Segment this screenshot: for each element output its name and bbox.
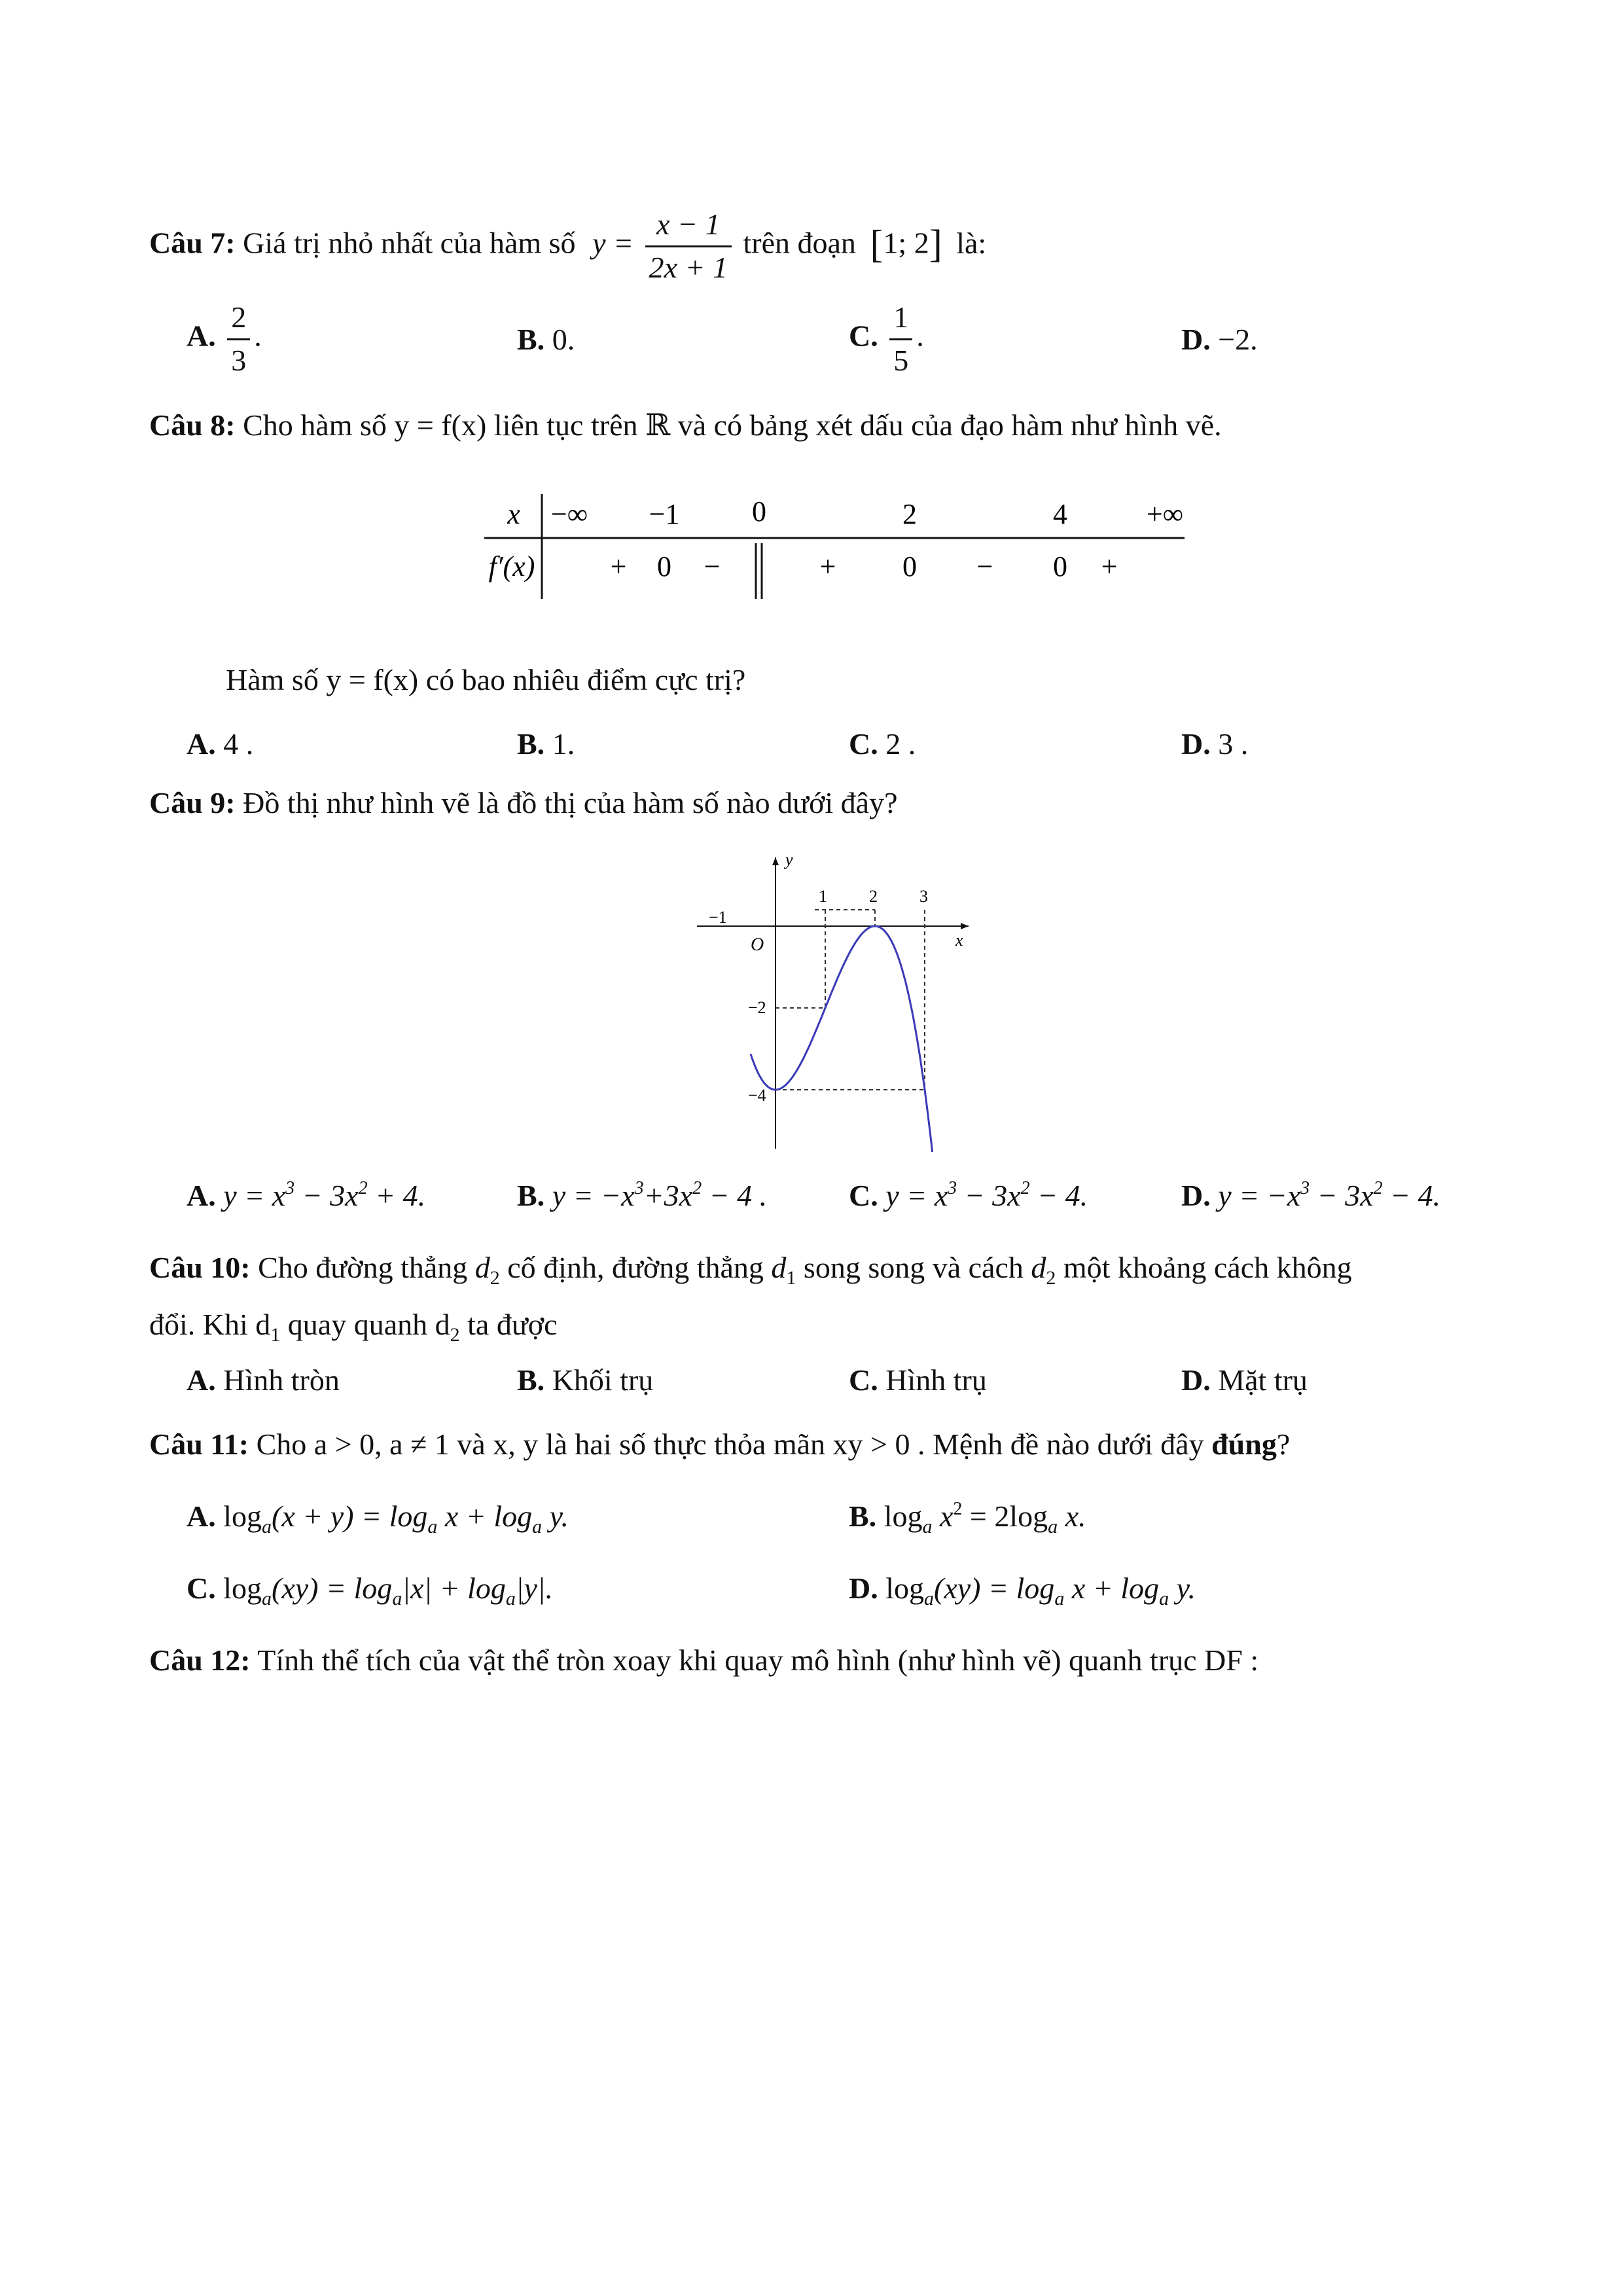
q9-option-b-pre: y = −x [552, 1179, 635, 1212]
table-x-5: +∞ [1146, 498, 1184, 530]
q12-label: Câu 12: [149, 1643, 251, 1677]
q9-option-c[interactable] [849, 1178, 1088, 1213]
q10-option-b-key: B. [517, 1363, 545, 1397]
q10-d1-sub: 1 [786, 1267, 796, 1289]
table-x-2: 0 [752, 495, 766, 528]
q11-a-part3: y. [542, 1499, 569, 1533]
q11-bold-word: đúng [1211, 1427, 1277, 1461]
q8-stem [149, 407, 1222, 442]
q9-option-a-key: A. [187, 1179, 216, 1212]
q10-line2-sub1: 1 [270, 1324, 281, 1346]
q7-text-end: là: [956, 226, 987, 260]
q11-c-part3: |y|. [515, 1571, 554, 1605]
q11-b-log1: log [883, 1499, 923, 1533]
q11-option-c[interactable] [187, 1571, 553, 1610]
y-axis-label: y [785, 850, 793, 869]
q9-option-c-sup1: 3 [948, 1178, 957, 1198]
q10-option-d-key: D. [1181, 1363, 1211, 1397]
q10-d2b-sub: 2 [1046, 1267, 1056, 1289]
q12-text: Tính thể tích của vật thể tròn xoay khi quay mô hình (như hình vẽ) quanh trục DF : [257, 1643, 1259, 1677]
cubic-curve [751, 926, 957, 1152]
q11-option-a-key: A. [187, 1499, 216, 1533]
q7-option-d[interactable] [1181, 322, 1258, 357]
table-sign-4: 0 [902, 550, 917, 583]
q11-label: Câu 11: [149, 1427, 249, 1461]
q10-option-a[interactable] [187, 1363, 340, 1397]
q8-label: Câu 8: [149, 408, 236, 442]
table-sign-0: + [610, 550, 627, 583]
q10-label: Câu 10: [149, 1251, 251, 1284]
q9-option-d-sup1: 3 [1300, 1178, 1310, 1198]
q7-option-c[interactable] [849, 301, 924, 377]
q8-question: Hàm số y = f(x) có bao nhiêu điểm cực trị? [226, 663, 746, 696]
q7-option-c-den: 5 [893, 343, 909, 377]
q10-line2-b: quay quanh d [280, 1308, 450, 1341]
q10-text-2: cố định, đường thẳng [499, 1251, 772, 1284]
q10-line2-sub2: 2 [450, 1324, 460, 1346]
q7-option-a-dot: . [254, 319, 262, 353]
q10-text-4: một khoảng cách không [1056, 1251, 1352, 1284]
q9-option-c-key: C. [849, 1179, 878, 1212]
q9-option-a-mid: − 3x [294, 1179, 359, 1212]
q9-option-b[interactable] [517, 1178, 767, 1213]
q11-b-part1: x [932, 1499, 954, 1533]
q11-c-base1: a [262, 1588, 272, 1609]
q9-option-a-sup2: 2 [358, 1178, 368, 1198]
q11-d-part3: y. [1169, 1571, 1196, 1605]
q11-c-part1: (xy) = log [272, 1571, 393, 1605]
q10-option-b-text: Khối trụ [552, 1363, 654, 1397]
dashed-guides [776, 910, 925, 1090]
q10-line2-a: đổi. Khi d [149, 1308, 271, 1341]
table-x-0: −∞ [550, 498, 588, 530]
q7-frac-num: x − 1 [645, 208, 732, 247]
q9-option-c-post: − 4. [1029, 1179, 1088, 1212]
y-axis-arrow-icon [772, 857, 779, 865]
q8-option-d-key: D. [1181, 727, 1211, 761]
q8-option-a-text: 4 . [223, 727, 254, 761]
q8-option-d[interactable] [1181, 726, 1248, 761]
q7-option-b-text: 0. [552, 323, 575, 356]
q11-a-part1: (x + y) = log [272, 1499, 428, 1533]
q8-option-a[interactable] [187, 726, 253, 761]
q7-option-a-num: 2 [227, 301, 250, 340]
x-axis-arrow-icon [961, 923, 969, 929]
q11-d-base3: a [1159, 1588, 1169, 1609]
q9-graph [690, 844, 978, 1152]
q11-c-base2: a [392, 1588, 402, 1609]
q9-text: Đồ thị như hình vẽ là đồ thị của hàm số nào dưới đây? [243, 786, 898, 819]
q9-option-b-mid: +3x [643, 1179, 693, 1212]
q10-option-b[interactable] [517, 1363, 653, 1397]
tick-x-2: 2 [869, 887, 878, 906]
q9-option-d-sup2: 2 [1373, 1178, 1383, 1198]
q7-option-a-key: A. [187, 319, 216, 353]
q7-option-c-key: C. [849, 319, 878, 353]
q7-frac-den: 2x + 1 [649, 250, 728, 284]
q8-text: Cho hàm số y = f(x) liên tục trên ℝ và có bảng xét dấu của đạo hàm như hình vẽ. [243, 408, 1222, 442]
q8-option-a-key: A. [187, 727, 216, 761]
q9-option-d[interactable] [1181, 1178, 1440, 1213]
table-sign-3: + [819, 550, 836, 583]
q11-option-a[interactable] [187, 1499, 569, 1538]
q10-stem-line1 [149, 1250, 1352, 1289]
q8-option-c-text: 2 . [885, 727, 916, 761]
origin-label: O [751, 935, 764, 955]
q7-option-a-den: 3 [231, 343, 247, 377]
table-x-1: −1 [649, 498, 680, 530]
tick-x-minus1: −1 [709, 908, 727, 927]
q10-d1: d [771, 1251, 787, 1284]
table-head-x: x [507, 498, 520, 530]
q7-text-mid: trên đoạn [743, 226, 856, 260]
q11-d-part2: x + log [1064, 1571, 1160, 1605]
q7-interval: 1; 2 [883, 226, 929, 260]
q8-option-b-key: B. [517, 727, 545, 761]
q9-option-d-post: − 4. [1382, 1179, 1441, 1212]
q7-option-c-dot: . [916, 319, 924, 353]
q9-option-b-sup1: 3 [634, 1178, 644, 1198]
q7-text: Giá trị nhỏ nhất của hàm số [243, 226, 576, 260]
tick-x-1: 1 [819, 887, 827, 906]
q8-option-c[interactable] [849, 726, 916, 761]
q11-c-part2: |x| + log [402, 1571, 506, 1605]
q11-b-sup: 2 [953, 1499, 963, 1519]
q9-option-a[interactable] [187, 1178, 425, 1213]
q9-graph-svg [690, 844, 978, 1152]
q11-b-part3: x. [1058, 1499, 1086, 1533]
q10-d2: d [474, 1251, 490, 1284]
tick-y-minus2: −2 [748, 998, 766, 1017]
table-x-4: 4 [1053, 498, 1067, 530]
q9-option-b-key: B. [517, 1179, 545, 1212]
q10-option-c[interactable] [849, 1363, 987, 1397]
q11-c-base3: a [505, 1588, 516, 1609]
q10-option-d[interactable] [1181, 1363, 1308, 1397]
q11-text-1: Cho a > 0, a ≠ 1 và x, y là hai số thực thỏa mãn xy > 0 . Mệnh đề nào dưới đây [256, 1427, 1212, 1461]
table-sign-1: 0 [657, 550, 671, 583]
q11-a-base2: a [427, 1516, 438, 1537]
q11-text-2: ? [1276, 1427, 1291, 1461]
q10-option-a-key: A. [187, 1363, 216, 1397]
q7-option-c-fraction [889, 301, 912, 377]
q7-option-a-fraction [227, 301, 250, 377]
q9-option-b-post: − 4 . [702, 1179, 768, 1212]
q11-a-base3: a [532, 1516, 543, 1537]
q10-text-1: Cho đường thẳng [258, 1251, 475, 1284]
q11-a-part2: x + log [437, 1499, 533, 1533]
q11-b-base2: a [1048, 1516, 1058, 1537]
sign-table [478, 484, 1198, 609]
q11-option-d[interactable] [849, 1571, 1196, 1610]
q11-a-log1: log [223, 1499, 262, 1533]
q8-option-d-text: 3 . [1218, 727, 1249, 761]
q11-b-part2: = 2log [962, 1499, 1048, 1533]
q10-option-a-text: Hình tròn [223, 1363, 340, 1397]
q10-d2b: d [1031, 1251, 1046, 1284]
q7-fraction [645, 208, 732, 284]
table-sign-2: − [704, 550, 721, 583]
q9-option-c-sup2: 2 [1020, 1178, 1030, 1198]
q9-option-a-sup1: 3 [285, 1178, 295, 1198]
q10-option-c-text: Hình trụ [885, 1363, 987, 1397]
q9-option-d-pre: y = −x [1218, 1179, 1301, 1212]
q7-y-eq: y = [592, 226, 634, 260]
q9-option-b-sup2: 2 [692, 1178, 702, 1198]
q11-a-base1: a [262, 1516, 272, 1537]
q11-option-b-key: B. [849, 1499, 877, 1533]
q7-option-a[interactable] [187, 301, 262, 377]
q11-c-log1: log [223, 1571, 262, 1605]
q9-label: Câu 9: [149, 786, 236, 819]
q10-stem-line2 [149, 1307, 558, 1346]
q10-d2-sub: 2 [490, 1267, 500, 1289]
q12-stem [149, 1643, 1258, 1677]
tick-y-minus4: −4 [748, 1086, 766, 1105]
q7-bracket-open: [ [870, 222, 883, 266]
q11-option-c-key: C. [187, 1571, 216, 1605]
q11-d-log1: log [885, 1571, 925, 1605]
tick-x-3: 3 [919, 887, 928, 906]
q7-label: Câu 7: [149, 226, 236, 260]
x-axis-label: x [955, 931, 963, 950]
q8-option-c-key: C. [849, 727, 878, 761]
q7-option-d-key: D. [1181, 323, 1211, 356]
q10-line2-c: ta được [459, 1308, 558, 1341]
q7-option-b[interactable] [517, 322, 575, 357]
q11-d-base2: a [1054, 1588, 1065, 1609]
q10-option-d-text: Mặt trụ [1218, 1363, 1308, 1397]
q9-option-d-key: D. [1181, 1179, 1211, 1212]
q7-option-d-text: −2. [1218, 323, 1258, 356]
table-x-3: 2 [902, 498, 917, 530]
table-sign-6: 0 [1053, 550, 1067, 583]
q8-option-b-text: 1. [552, 727, 575, 761]
sign-table-svg [478, 484, 1198, 609]
q11-d-part1: (xy) = log [934, 1571, 1055, 1605]
q9-option-d-mid: − 3x [1310, 1179, 1374, 1212]
table-head-fprime: f′(x) [488, 550, 535, 583]
q11-b-base1: a [922, 1516, 933, 1537]
q7-option-c-num: 1 [889, 301, 912, 340]
q8-option-b[interactable] [517, 726, 575, 761]
table-sign-7: + [1101, 550, 1118, 583]
q7-option-b-key: B. [517, 323, 545, 356]
q11-stem [149, 1427, 1290, 1462]
table-sign-5: − [976, 550, 993, 583]
q9-stem [149, 785, 898, 820]
q11-d-base1: a [924, 1588, 935, 1609]
q9-option-a-post: + 4. [367, 1179, 426, 1212]
q9-option-c-pre: y = x [885, 1179, 948, 1212]
q7-stem [149, 208, 986, 284]
q10-option-c-key: C. [849, 1363, 878, 1397]
q7-bracket-close: ] [929, 222, 942, 266]
q11-option-d-key: D. [849, 1571, 878, 1605]
q10-text-3: song song và cách [796, 1251, 1031, 1284]
q11-option-b[interactable] [849, 1499, 1086, 1538]
q9-option-c-mid: − 3x [957, 1179, 1021, 1212]
q9-option-a-pre: y = x [223, 1179, 286, 1212]
